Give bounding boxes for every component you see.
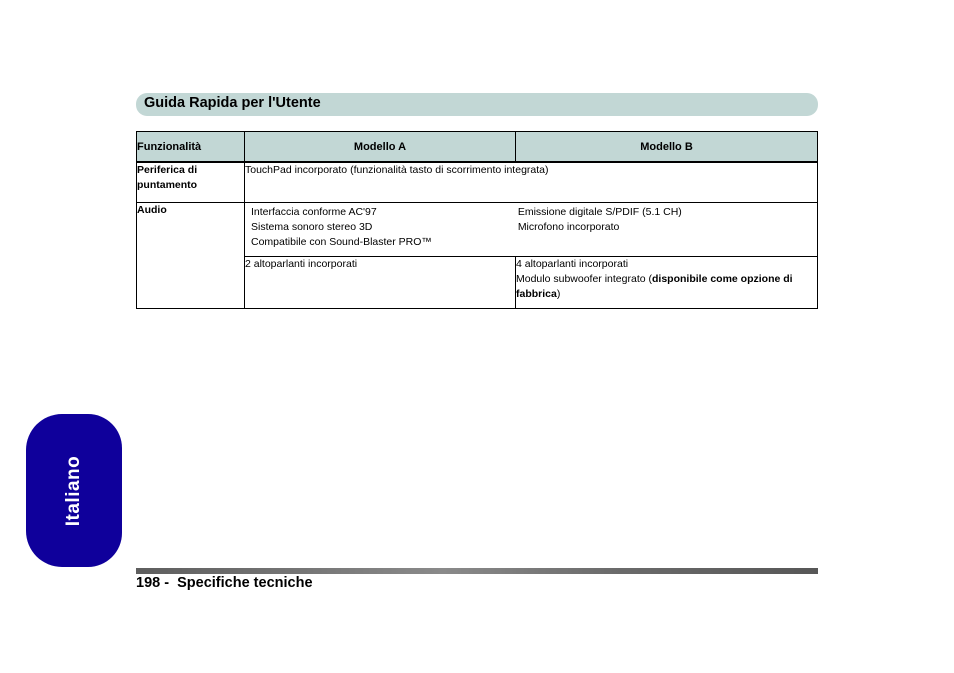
- header-bar: [136, 93, 818, 116]
- audio-b-line: Microfono incorporato: [517, 220, 620, 233]
- pointing-text: TouchPad incorporato (funzionalità tasto di scorrimento integrata): [245, 164, 549, 176]
- section-title: Specifiche tecniche: [177, 575, 313, 591]
- pointing-description: [245, 162, 818, 202]
- language-side-tab: [26, 414, 122, 567]
- column-header-model-b: Modello B: [516, 132, 818, 163]
- subwoofer-option-note: disponibile come opzione di fabbrica: [516, 272, 793, 300]
- audio-a-line: Sistema sonoro stereo 3D: [251, 220, 373, 233]
- speakers-a-text: 2 altoparlanti incorporati: [245, 257, 358, 270]
- subwoofer-prefix: Modulo subwoofer integrato (: [516, 272, 652, 285]
- page-number: 198: [136, 575, 161, 591]
- page-title: Guida Rapida per l'Utente: [144, 95, 321, 111]
- audio-model-a-features: [245, 203, 512, 254]
- audio-b-line: Emissione digitale S/PDIF (5.1 CH): [517, 205, 682, 218]
- table-row-audio: [137, 202, 818, 256]
- footer-separator: -: [160, 575, 178, 591]
- table-header-row: [137, 132, 818, 163]
- subwoofer-text: [516, 272, 817, 302]
- footer-caption: [136, 574, 313, 592]
- speakers-b-text: 4 altoparlanti incorporati: [516, 257, 629, 270]
- specifications-table: [136, 131, 818, 309]
- column-header-model-a: Modello A: [245, 132, 516, 163]
- language-tab-label: Italiano: [63, 455, 84, 526]
- audio-features-cell: [245, 202, 818, 256]
- audio-model-b-features: [512, 203, 817, 254]
- subwoofer-suffix: ): [556, 287, 561, 300]
- feature-label-audio: Audio: [137, 202, 245, 308]
- table-row-pointing: [137, 162, 818, 202]
- audio-a-line: Compatibile con Sound-Blaster PRO™: [251, 235, 432, 248]
- speakers-model-a: [245, 256, 516, 308]
- feature-label-pointing: Periferica di puntamento: [137, 162, 245, 202]
- speakers-model-b: [516, 256, 818, 308]
- audio-a-line: Interfaccia conforme AC'97: [251, 205, 377, 218]
- column-header-feature: Funzionalità: [137, 132, 245, 163]
